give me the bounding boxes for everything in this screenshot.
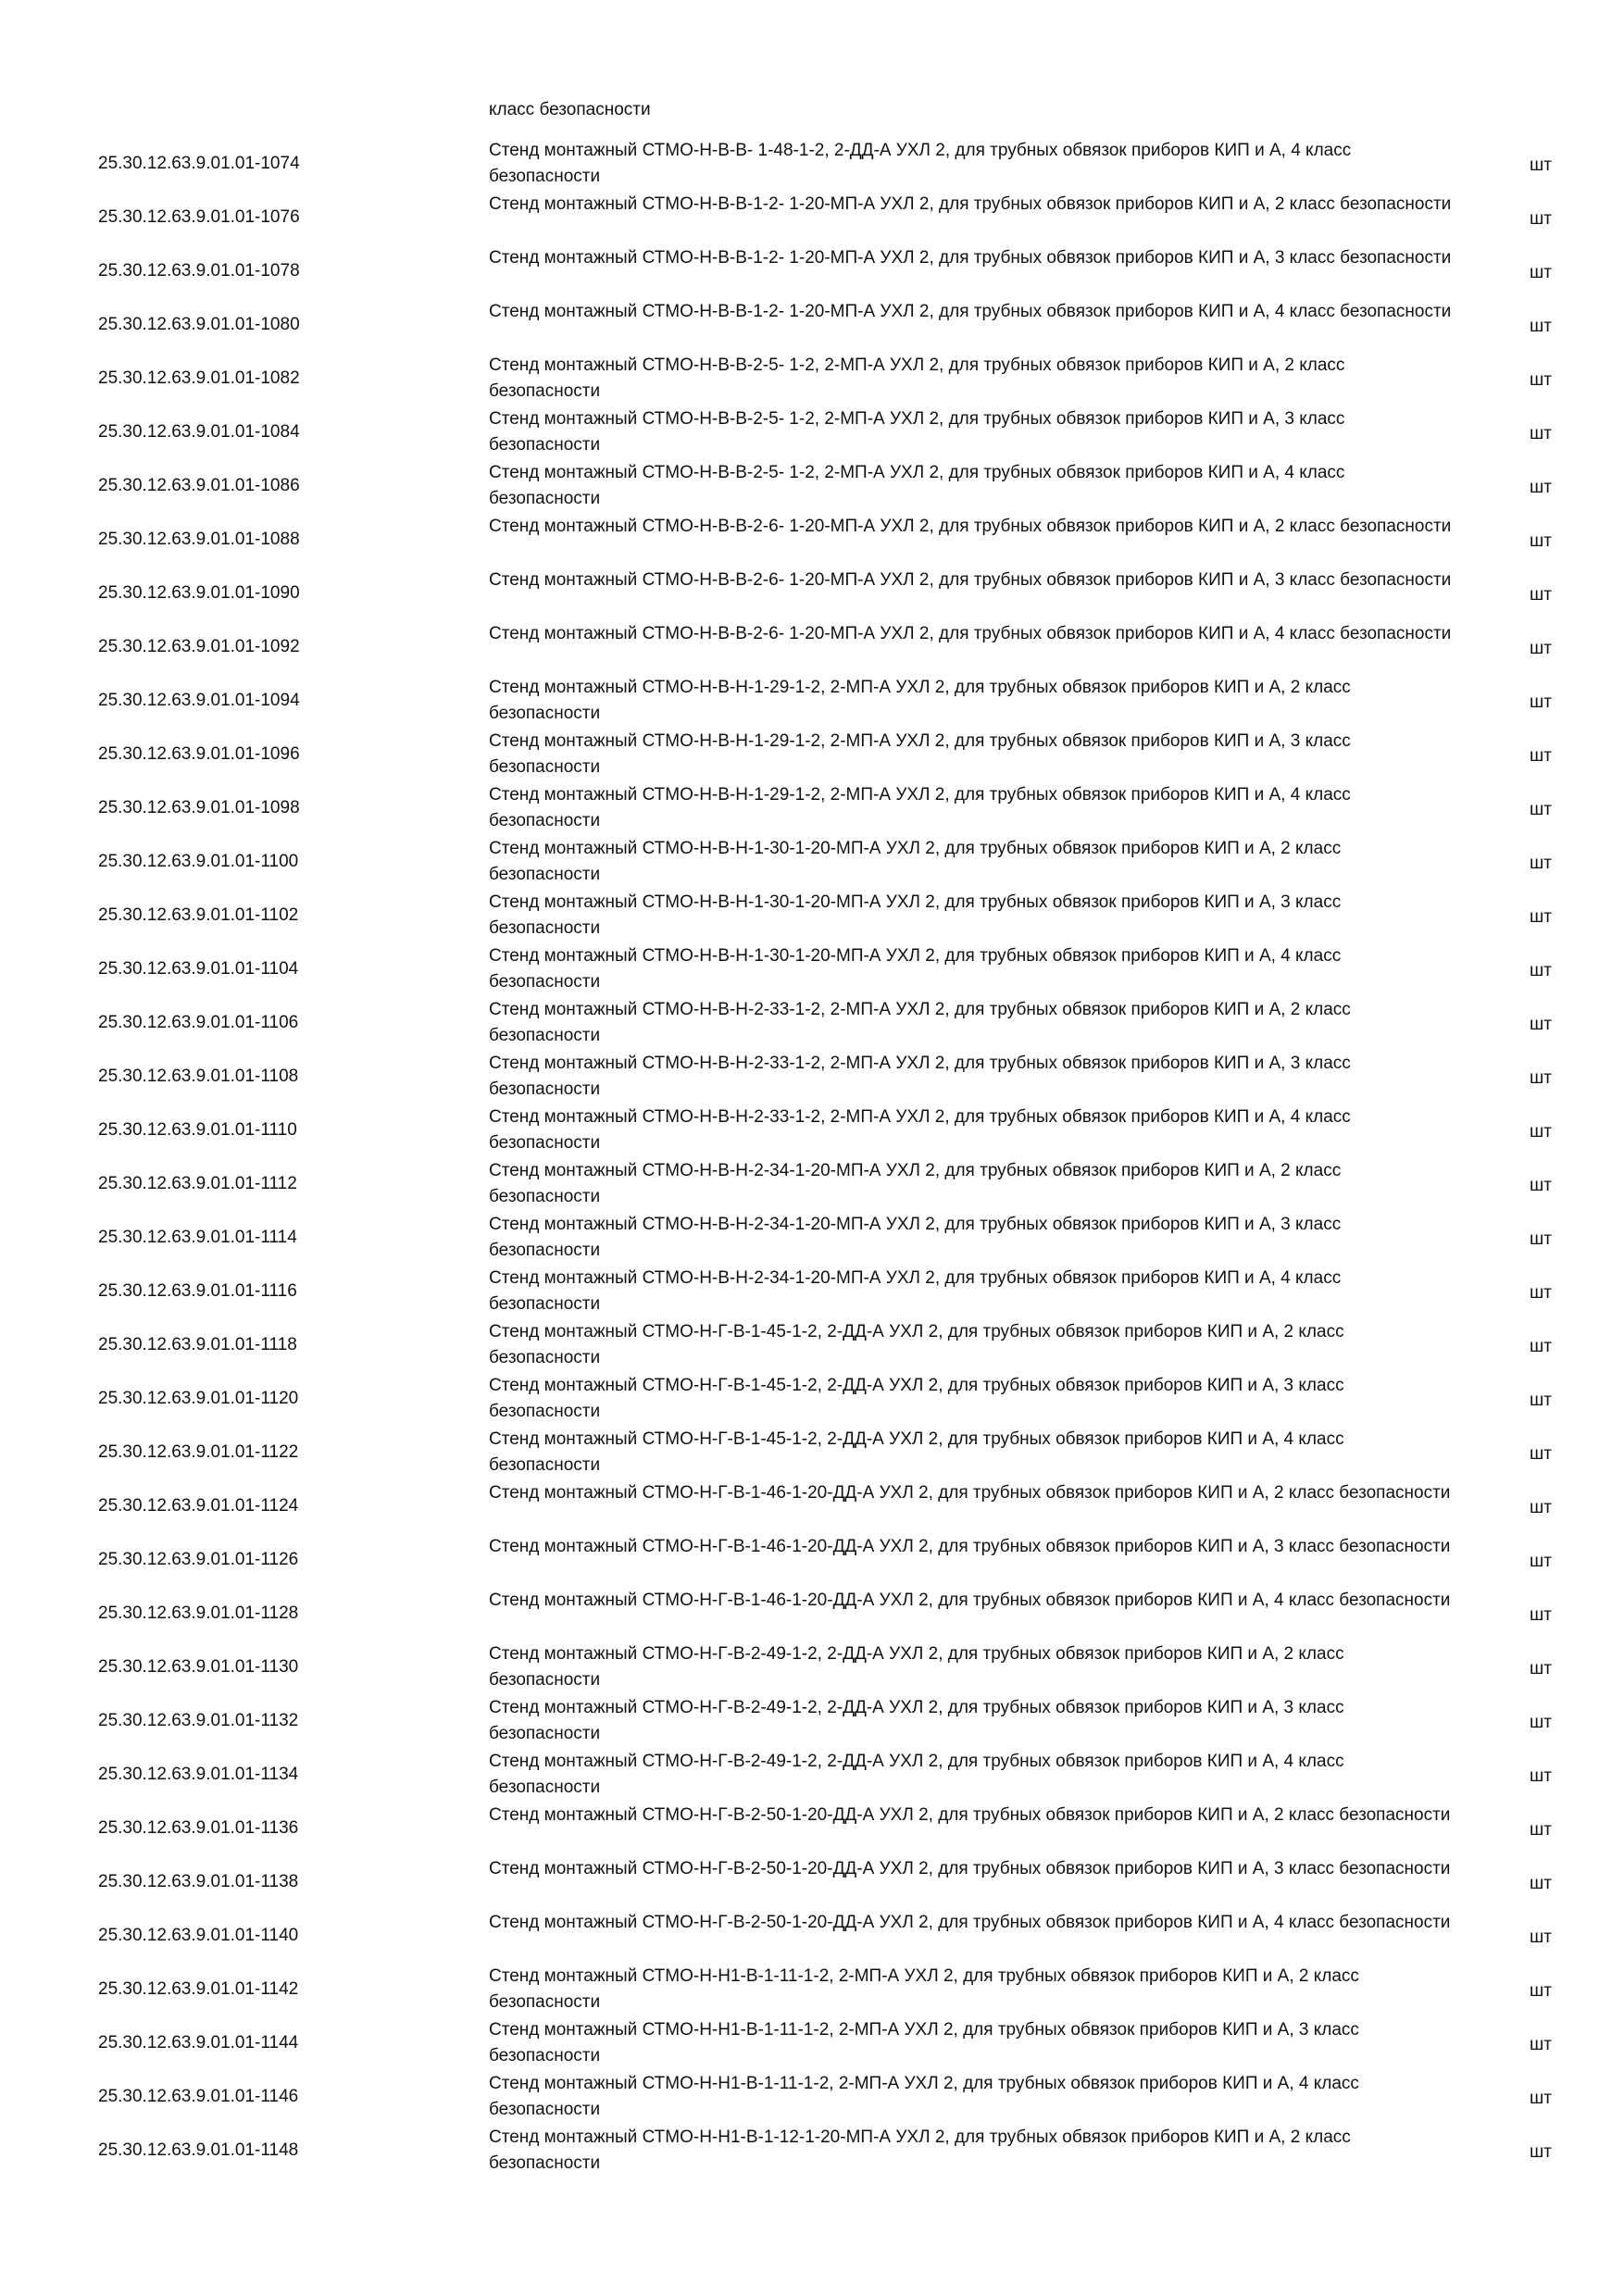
- item-unit: шт: [1530, 1283, 1552, 1303]
- item-unit: шт: [1530, 693, 1552, 712]
- table-row: [0, 1050, 1624, 1104]
- item-unit: шт: [1530, 854, 1552, 873]
- price-table: [0, 137, 1624, 2177]
- item-unit: шт: [1530, 478, 1552, 497]
- table-row: [0, 567, 1624, 620]
- table-row: [0, 352, 1624, 406]
- item-description: Стенд монтажный СТМО-Н-В-Н-2-34-1-20-МП-А УХЛ 2, для трубных обвязок приборов КИП и А, 3 класс безопасности: [489, 1215, 1342, 1260]
- item-unit: шт: [1530, 1068, 1552, 1088]
- item-code: 25.30.12.63.9.01.01-1124: [98, 1496, 299, 1516]
- table-row: [0, 298, 1624, 352]
- item-code: 25.30.12.63.9.01.01-1122: [98, 1442, 299, 1462]
- item-code: 25.30.12.63.9.01.01-1078: [98, 261, 300, 281]
- item-unit: шт: [1530, 1605, 1552, 1625]
- item-description: Стенд монтажный СТМО-Н-Г-В-2-50-1-20-ДД-А УХЛ 2, для трубных обвязок приборов КИП и А, 2 класс безопасности: [489, 1805, 1451, 1825]
- item-code: 25.30.12.63.9.01.01-1148: [98, 2140, 299, 2160]
- item-description: Стенд монтажный СТМО-Н-Г-В-2-50-1-20-ДД-А УХЛ 2, для трубных обвязок приборов КИП и А, 3 класс безопасности: [489, 1859, 1451, 1878]
- item-description: Стенд монтажный СТМО-Н-Н1-В-1-11-1-2, 2-МП-А УХЛ 2, для трубных обвязок приборов КИП и А, 2 класс безопасности: [489, 1966, 1359, 2012]
- table-row: [0, 889, 1624, 942]
- item-code: 25.30.12.63.9.01.01-1076: [98, 207, 300, 227]
- item-code: 25.30.12.63.9.01.01-1138: [98, 1872, 299, 1891]
- item-description: Стенд монтажный СТМО-Н-В-В- 1-48-1-2, 2-ДД-А УХЛ 2, для трубных обвязок приборов КИП и А, 4 класс безопасности: [489, 141, 1352, 186]
- item-description: Стенд монтажный СТМО-Н-В-В-2-5- 1-2, 2-МП-А УХЛ 2, для трубных обвязок приборов КИП и А, 2 класс безопасности: [489, 356, 1345, 401]
- item-unit: шт: [1530, 531, 1552, 551]
- table-row: [0, 1963, 1624, 2016]
- item-code: 25.30.12.63.9.01.01-1092: [98, 637, 300, 656]
- table-row: [0, 137, 1624, 191]
- table-row: [0, 2016, 1624, 2070]
- table-row: [0, 1694, 1624, 1748]
- item-description: Стенд монтажный СТМО-Н-В-В-2-5- 1-2, 2-МП-А УХЛ 2, для трубных обвязок приборов КИП и А, 4 класс безопасности: [489, 463, 1345, 508]
- item-unit: шт: [1530, 1337, 1552, 1356]
- table-row: [0, 244, 1624, 298]
- continuation-text: класс безопасности: [489, 100, 651, 119]
- item-unit: шт: [1530, 1820, 1552, 1840]
- table-row: [0, 2124, 1624, 2177]
- item-unit: шт: [1530, 1229, 1552, 1249]
- table-row: [0, 996, 1624, 1050]
- item-unit: шт: [1530, 907, 1552, 927]
- item-code: 25.30.12.63.9.01.01-1136: [98, 1818, 299, 1838]
- item-description: Стенд монтажный СТМО-Н-Г-В-1-45-1-2, 2-ДД-А УХЛ 2, для трубных обвязок приборов КИП и А, 3 класс безопасности: [489, 1376, 1344, 1421]
- item-code: 25.30.12.63.9.01.01-1114: [98, 1228, 297, 1247]
- item-description: Стенд монтажный СТМО-Н-В-В-2-6- 1-20-МП-А УХЛ 2, для трубных обвязок приборов КИП и А, 2 класс безопасности: [489, 517, 1452, 536]
- item-unit: шт: [1530, 2142, 1552, 2162]
- item-unit: шт: [1530, 1659, 1552, 1678]
- item-description: Стенд монтажный СТМО-Н-В-В-2-6- 1-20-МП-А УХЛ 2, для трубных обвязок приборов КИП и А, 3 класс безопасности: [489, 570, 1452, 590]
- item-description: Стенд монтажный СТМО-Н-Г-В-1-46-1-20-ДД-А УХЛ 2, для трубных обвязок приборов КИП и А, 4 класс безопасности: [489, 1591, 1451, 1610]
- item-unit: шт: [1530, 1713, 1552, 1732]
- table-row: [0, 674, 1624, 728]
- item-unit: шт: [1530, 2089, 1552, 2108]
- item-unit: шт: [1530, 1766, 1552, 1786]
- table-row: [0, 1211, 1624, 1265]
- table-row: [0, 1587, 1624, 1641]
- table-row: [0, 1265, 1624, 1318]
- item-unit: шт: [1530, 1552, 1552, 1571]
- item-code: 25.30.12.63.9.01.01-1118: [98, 1335, 297, 1354]
- item-unit: шт: [1530, 317, 1552, 336]
- item-description: Стенд монтажный СТМО-Н-В-Н-1-29-1-2, 2-МП-А УХЛ 2, для трубных обвязок приборов КИП и А, 3 класс безопасности: [489, 731, 1351, 777]
- item-code: 25.30.12.63.9.01.01-1142: [98, 1979, 299, 1999]
- item-description: Стенд монтажный СТМО-Н-В-Н-1-29-1-2, 2-МП-А УХЛ 2, для трубных обвязок приборов КИП и А, 4 класс безопасности: [489, 785, 1351, 830]
- item-unit: шт: [1530, 585, 1552, 605]
- item-unit: шт: [1530, 1176, 1552, 1195]
- item-code: 25.30.12.63.9.01.01-1132: [98, 1711, 299, 1730]
- item-unit: шт: [1530, 639, 1552, 658]
- item-unit: шт: [1530, 961, 1552, 980]
- item-description: Стенд монтажный СТМО-Н-В-Н-2-33-1-2, 2-МП-А УХЛ 2, для трубных обвязок приборов КИП и А, 2 класс безопасности: [489, 1000, 1351, 1045]
- table-row: [0, 1372, 1624, 1426]
- item-code: 25.30.12.63.9.01.01-1140: [98, 1926, 299, 1945]
- item-description: Стенд монтажный СТМО-Н-Г-В-2-50-1-20-ДД-А УХЛ 2, для трубных обвязок приборов КИП и А, 4 класс безопасности: [489, 1913, 1451, 1932]
- item-description: Стенд монтажный СТМО-Н-В-Н-2-34-1-20-МП-А УХЛ 2, для трубных обвязок приборов КИП и А, 2 класс безопасности: [489, 1161, 1342, 1206]
- item-code: 25.30.12.63.9.01.01-1104: [98, 959, 299, 979]
- item-unit: шт: [1530, 1122, 1552, 1142]
- table-row: [0, 728, 1624, 781]
- item-code: 25.30.12.63.9.01.01-1134: [98, 1765, 299, 1784]
- item-description: Стенд монтажный СТМО-Н-В-Н-1-30-1-20-МП-А УХЛ 2, для трубных обвязок приборов КИП и А, 4 класс безопасности: [489, 946, 1342, 992]
- item-description: Стенд монтажный СТМО-Н-В-В-1-2- 1-20-МП-А УХЛ 2, для трубных обвязок приборов КИП и А, 2 класс безопасности: [489, 194, 1452, 214]
- table-row: [0, 459, 1624, 513]
- table-row: [0, 1426, 1624, 1479]
- item-code: 25.30.12.63.9.01.01-1088: [98, 530, 300, 549]
- table-row: [0, 1909, 1624, 1963]
- table-row: [0, 942, 1624, 996]
- table-row: [0, 1533, 1624, 1587]
- item-description: Стенд монтажный СТМО-Н-Г-В-1-46-1-20-ДД-А УХЛ 2, для трубных обвязок приборов КИП и А, 2 класс безопасности: [489, 1483, 1451, 1503]
- table-row: [0, 1157, 1624, 1211]
- table-row: [0, 1104, 1624, 1157]
- item-description: Стенд монтажный СТМО-Н-В-Н-2-33-1-2, 2-МП-А УХЛ 2, для трубных обвязок приборов КИП и А, 3 класс безопасности: [489, 1054, 1351, 1099]
- item-code: 25.30.12.63.9.01.01-1102: [98, 905, 299, 925]
- table-row: [0, 835, 1624, 889]
- item-unit: шт: [1530, 263, 1552, 282]
- table-row: [0, 1855, 1624, 1909]
- item-unit: шт: [1530, 1444, 1552, 1464]
- item-description: Стенд монтажный СТМО-Н-Г-В-1-46-1-20-ДД-А УХЛ 2, для трубных обвязок приборов КИП и А, 3 класс безопасности: [489, 1537, 1451, 1556]
- item-description: Стенд монтажный СТМО-Н-Г-В-2-49-1-2, 2-ДД-А УХЛ 2, для трубных обвязок приборов КИП и А, 2 класс безопасности: [489, 1644, 1344, 1690]
- item-description: Стенд монтажный СТМО-Н-Г-В-1-45-1-2, 2-ДД-А УХЛ 2, для трубных обвязок приборов КИП и А, 4 класс безопасности: [489, 1429, 1344, 1475]
- item-code: 25.30.12.63.9.01.01-1112: [98, 1174, 297, 1193]
- item-description: Стенд монтажный СТМО-Н-Г-В-2-49-1-2, 2-ДД-А УХЛ 2, для трубных обвязок приборов КИП и А, 3 класс безопасности: [489, 1698, 1344, 1743]
- item-code: 25.30.12.63.9.01.01-1100: [98, 852, 299, 871]
- item-description: Стенд монтажный СТМО-Н-В-В-2-5- 1-2, 2-МП-А УХЛ 2, для трубных обвязок приборов КИП и А, 3 класс безопасности: [489, 409, 1345, 455]
- item-unit: шт: [1530, 1981, 1552, 2001]
- item-code: 25.30.12.63.9.01.01-1106: [98, 1013, 299, 1032]
- item-description: Стенд монтажный СТМО-Н-Г-В-2-49-1-2, 2-ДД-А УХЛ 2, для трубных обвязок приборов КИП и А, 4 класс безопасности: [489, 1752, 1344, 1797]
- item-code: 25.30.12.63.9.01.01-1082: [98, 368, 300, 388]
- item-unit: шт: [1530, 746, 1552, 766]
- item-description: Стенд монтажный СТМО-Н-В-Н-1-29-1-2, 2-МП-А УХЛ 2, для трубных обвязок приборов КИП и А, 2 класс безопасности: [489, 678, 1351, 723]
- item-unit: шт: [1530, 800, 1552, 819]
- item-description: Стенд монтажный СТМО-Н-В-Н-2-33-1-2, 2-МП-А УХЛ 2, для трубных обвязок приборов КИП и А, 4 класс безопасности: [489, 1107, 1351, 1153]
- table-row: [0, 513, 1624, 567]
- table-row: [0, 2070, 1624, 2124]
- table-row: [0, 1802, 1624, 1855]
- item-code: 25.30.12.63.9.01.01-1120: [98, 1389, 299, 1408]
- item-description: Стенд монтажный СТМО-Н-В-В-2-6- 1-20-МП-А УХЛ 2, для трубных обвязок приборов КИП и А, 4 класс безопасности: [489, 624, 1452, 643]
- item-unit: шт: [1530, 156, 1552, 175]
- item-code: 25.30.12.63.9.01.01-1126: [98, 1550, 299, 1569]
- item-code: 25.30.12.63.9.01.01-1146: [98, 2087, 299, 2106]
- item-code: 25.30.12.63.9.01.01-1080: [98, 315, 300, 334]
- item-description: Стенд монтажный СТМО-Н-Н1-В-1-12-1-20-МП-А УХЛ 2, для трубных обвязок приборов КИП и А, 2 класс безопасности: [489, 2128, 1351, 2173]
- item-description: Стенд монтажный СТМО-Н-Н1-В-1-11-1-2, 2-МП-А УХЛ 2, для трубных обвязок приборов КИП и А, 3 класс безопасности: [489, 2020, 1359, 2065]
- item-code: 25.30.12.63.9.01.01-1098: [98, 798, 300, 817]
- table-row: [0, 1318, 1624, 1372]
- item-code: 25.30.12.63.9.01.01-1108: [98, 1067, 299, 1086]
- item-unit: шт: [1530, 2035, 1552, 2054]
- item-description: Стенд монтажный СТМО-Н-В-В-1-2- 1-20-МП-А УХЛ 2, для трубных обвязок приборов КИП и А, 3 класс безопасности: [489, 248, 1452, 268]
- item-unit: шт: [1530, 424, 1552, 443]
- item-unit: шт: [1530, 209, 1552, 229]
- item-unit: шт: [1530, 370, 1552, 390]
- item-unit: шт: [1530, 1928, 1552, 1947]
- table-row: [0, 620, 1624, 674]
- item-code: 25.30.12.63.9.01.01-1144: [98, 2033, 299, 2053]
- item-unit: шт: [1530, 1498, 1552, 1517]
- item-code: 25.30.12.63.9.01.01-1090: [98, 583, 300, 603]
- item-unit: шт: [1530, 1391, 1552, 1410]
- item-code: 25.30.12.63.9.01.01-1074: [98, 154, 300, 173]
- item-description: Стенд монтажный СТМО-Н-В-В-1-2- 1-20-МП-А УХЛ 2, для трубных обвязок приборов КИП и А, 4 класс безопасности: [489, 302, 1452, 321]
- item-description: Стенд монтажный СТМО-Н-Н1-В-1-11-1-2, 2-МП-А УХЛ 2, для трубных обвязок приборов КИП и А, 4 класс безопасности: [489, 2074, 1359, 2119]
- item-code: 25.30.12.63.9.01.01-1110: [98, 1120, 297, 1140]
- item-code: 25.30.12.63.9.01.01-1116: [98, 1281, 297, 1301]
- item-code: 25.30.12.63.9.01.01-1084: [98, 422, 300, 442]
- item-unit: шт: [1530, 1874, 1552, 1893]
- item-code: 25.30.12.63.9.01.01-1130: [98, 1657, 299, 1677]
- item-description: Стенд монтажный СТМО-Н-Г-В-1-45-1-2, 2-ДД-А УХЛ 2, для трубных обвязок приборов КИП и А, 2 класс безопасности: [489, 1322, 1344, 1367]
- item-description: Стенд монтажный СТМО-Н-В-Н-2-34-1-20-МП-А УХЛ 2, для трубных обвязок приборов КИП и А, 4 класс безопасности: [489, 1268, 1342, 1314]
- table-row: [0, 191, 1624, 244]
- table-row: [0, 1479, 1624, 1533]
- table-row: [0, 406, 1624, 459]
- item-code: 25.30.12.63.9.01.01-1094: [98, 691, 300, 710]
- table-row: [0, 1641, 1624, 1694]
- table-row: [0, 781, 1624, 835]
- item-code: 25.30.12.63.9.01.01-1128: [98, 1603, 299, 1623]
- item-code: 25.30.12.63.9.01.01-1086: [98, 476, 300, 495]
- item-description: Стенд монтажный СТМО-Н-В-Н-1-30-1-20-МП-А УХЛ 2, для трубных обвязок приборов КИП и А, 3 класс безопасности: [489, 892, 1342, 938]
- table-row: [0, 1748, 1624, 1802]
- item-unit: шт: [1530, 1015, 1552, 1034]
- item-description: Стенд монтажный СТМО-Н-В-Н-1-30-1-20-МП-А УХЛ 2, для трубных обвязок приборов КИП и А, 2 класс безопасности: [489, 839, 1342, 884]
- item-code: 25.30.12.63.9.01.01-1096: [98, 744, 300, 764]
